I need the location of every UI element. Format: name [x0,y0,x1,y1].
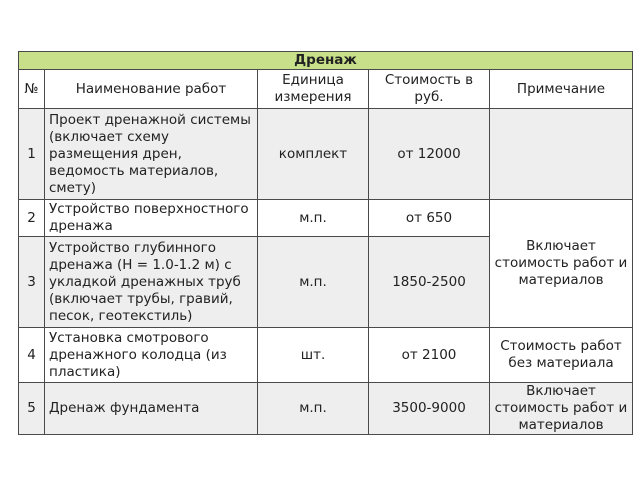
table-title-row [19,52,633,70]
row-number: 4 [19,328,45,383]
note: Включает стоимость работ и материалов [490,200,633,328]
work-name: Устройство поверхностного дренажа [45,200,258,237]
cost: 1850-2500 [369,237,490,328]
unit: шт. [258,328,369,383]
note [490,109,633,200]
price-table [18,51,633,435]
row-number: 5 [19,383,45,435]
cost: от 650 [369,200,490,237]
unit: комплект [258,109,369,200]
table-row [19,109,633,200]
work-name: Устройство глубинного дренажа (Н = 1.0-1.2 м) с укладкой дренажных труб (включает трубы, гравий, песок, геотекстиль) [45,237,258,328]
header-note: Примечание [490,70,633,109]
table-row [19,200,633,237]
unit: м.п. [258,200,369,237]
header-name: Наименование работ [45,70,258,109]
table-row [19,328,633,383]
table-title: Дренаж [19,52,633,70]
note: Стоимость работ без материала [490,328,633,383]
row-number: 2 [19,200,45,237]
table-row [19,383,633,435]
header-num: № [19,70,45,109]
header-cost: Стоимость в руб. [369,70,490,109]
cost: от 12000 [369,109,490,200]
cost: от 2100 [369,328,490,383]
work-name: Проект дренажной системы (включает схему размещения дрен, ведомость материалов, смету) [45,109,258,200]
note: Включает стоимость работ и материалов [490,383,633,435]
unit: м.п. [258,383,369,435]
row-number: 1 [19,109,45,200]
work-name: Установка смотрового дренажного колодца (из пластика) [45,328,258,383]
row-number: 3 [19,237,45,328]
cost: 3500-9000 [369,383,490,435]
header-unit: Единица измерения [258,70,369,109]
work-name: Дренаж фундамента [45,383,258,435]
unit: м.п. [258,237,369,328]
table-header-row [19,70,633,109]
